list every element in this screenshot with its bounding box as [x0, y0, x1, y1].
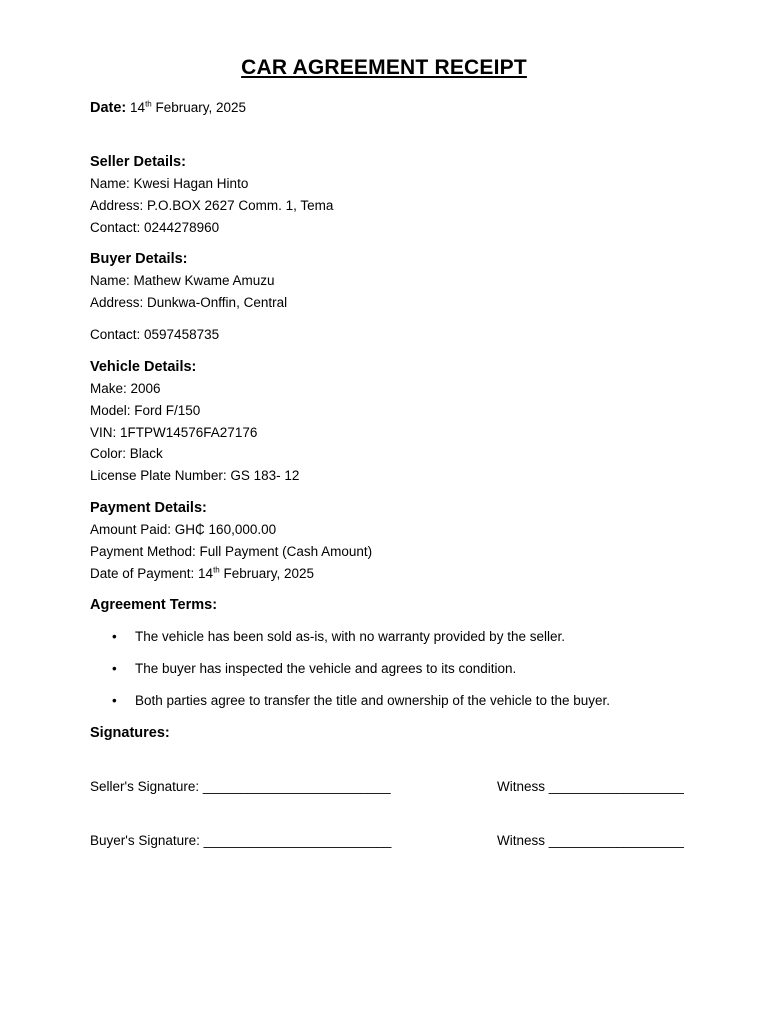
term-item: Both parties agree to transfer the title and ownership of the vehicle to the buyer. — [135, 693, 611, 708]
term-item: The vehicle has been sold as-is, with no warranty provided by the seller. — [135, 629, 565, 644]
seller-address: Address: P.O.BOX 2627 Comm. 1, Tema — [90, 198, 334, 213]
date-rest: February, 2025 — [155, 100, 247, 115]
witness-signature-line: Witness __________________ — [497, 779, 684, 794]
vehicle-plate: License Plate Number: GS 183- 12 — [90, 468, 300, 483]
buyer-address: Address: Dunkwa-Onffin, Central — [90, 295, 288, 310]
date-suffix: th — [145, 99, 152, 109]
buyer-signature-line: Buyer's Signature: _________________________ — [90, 833, 392, 848]
payment-date-prefix: Date of Payment: 14 — [90, 566, 214, 581]
signatures-heading: Signatures: — [90, 725, 170, 741]
seller-name: Name: Kwesi Hagan Hinto — [90, 176, 249, 191]
payment-date — [90, 566, 314, 582]
buyer-contact: Contact: 0597458735 — [90, 327, 220, 342]
payment-date-suffix: th — [213, 565, 220, 575]
payment-method: Payment Method: Full Payment (Cash Amount) — [90, 544, 373, 559]
seller-heading: Seller Details: — [90, 154, 186, 170]
payment-amount: Amount Paid: GH₵ 160,000.00 — [90, 522, 277, 537]
bullet-icon: • — [112, 693, 117, 708]
bullet-icon: • — [112, 629, 117, 644]
bullet-icon: • — [112, 661, 117, 676]
vehicle-make: Make: 2006 — [90, 381, 161, 396]
buyer-name: Name: Mathew Kwame Amuzu — [90, 273, 275, 288]
payment-date-rest: February, 2025 — [223, 566, 315, 581]
date-label: Date: — [90, 100, 127, 116]
witness-signature-line: Witness __________________ — [497, 833, 684, 848]
vehicle-vin: VIN: 1FTPW14576FA27176 — [90, 425, 258, 440]
vehicle-model: Model: Ford F/150 — [90, 403, 201, 418]
date-line — [90, 100, 246, 116]
terms-heading: Agreement Terms: — [90, 597, 218, 613]
vehicle-color: Color: Black — [90, 446, 163, 461]
vehicle-heading: Vehicle Details: — [90, 359, 197, 375]
seller-contact: Contact: 0244278960 — [90, 220, 220, 235]
payment-heading: Payment Details: — [90, 500, 207, 516]
date-day: 14 — [130, 100, 146, 115]
buyer-heading: Buyer Details: — [90, 251, 188, 267]
seller-signature-line: Seller's Signature: _________________________ — [90, 779, 391, 794]
document-title: CAR AGREEMENT RECEIPT — [241, 56, 527, 79]
term-item: The buyer has inspected the vehicle and agrees to its condition. — [135, 661, 517, 676]
